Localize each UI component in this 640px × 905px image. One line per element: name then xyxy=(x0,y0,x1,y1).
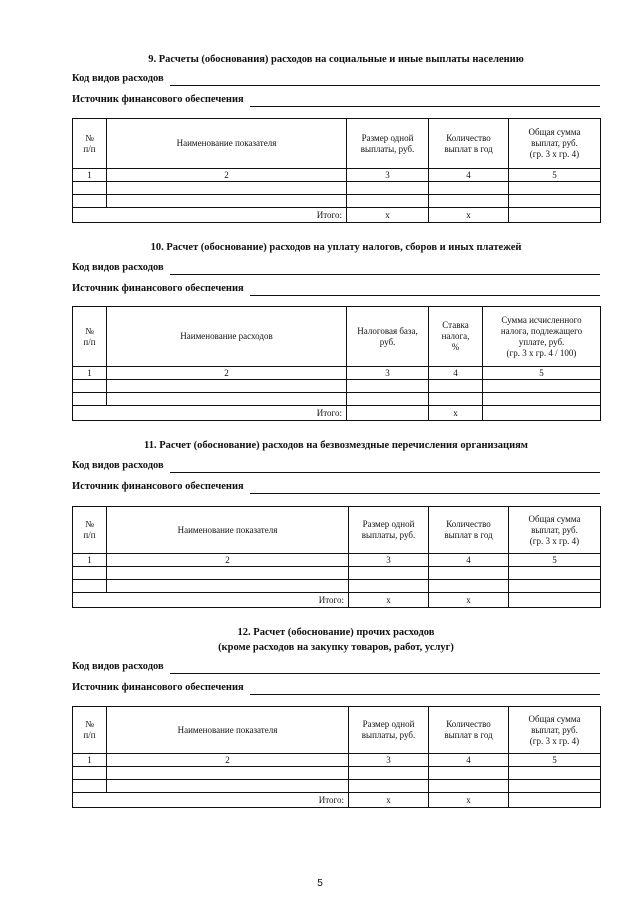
table-cell[interactable] xyxy=(347,182,429,195)
table-row xyxy=(73,767,601,780)
table-cell[interactable] xyxy=(73,393,107,406)
column-header xyxy=(483,307,601,367)
section-title-line: 10. Расчет (обоснование) расходов на уплату налогов, сборов и иных платежей xyxy=(150,242,522,253)
total-cell: х xyxy=(349,793,429,808)
column-header-line: № xyxy=(85,719,94,729)
total-cell: х xyxy=(429,406,483,421)
expense-code-line[interactable] xyxy=(170,662,600,674)
total-cell[interactable] xyxy=(509,793,601,808)
column-header xyxy=(429,119,509,169)
total-cell: х xyxy=(347,208,429,223)
table-cell[interactable] xyxy=(509,567,601,580)
expense-code-label: Код видов расходов xyxy=(72,661,164,672)
column-header-line: Размер одной xyxy=(362,719,415,729)
expense-code-line[interactable] xyxy=(170,74,600,86)
table-header-row xyxy=(73,707,601,754)
column-header xyxy=(509,507,601,554)
table-cell[interactable] xyxy=(349,567,429,580)
column-header xyxy=(509,119,601,169)
table-cell[interactable] xyxy=(509,182,601,195)
column-number: 5 xyxy=(509,169,601,182)
table-cell[interactable] xyxy=(429,182,509,195)
table-row xyxy=(73,580,601,593)
column-header-line: выплат, руб. xyxy=(531,138,578,148)
table-cell[interactable] xyxy=(73,767,107,780)
column-number: 1 xyxy=(73,367,107,380)
column-header-line: выплат в год xyxy=(444,143,493,154)
table-cell[interactable] xyxy=(429,393,483,406)
column-number: 3 xyxy=(347,367,429,380)
table-cell[interactable] xyxy=(429,780,509,793)
column-header-line: (гр. 3 х гр. 4) xyxy=(529,149,580,159)
column-header-line: Налоговая база, xyxy=(357,325,418,336)
column-number: 4 xyxy=(429,754,509,767)
column-header xyxy=(349,707,429,754)
column-header-line: Количество xyxy=(446,719,491,729)
table-cell[interactable] xyxy=(349,767,429,780)
expense-code-label: Код видов расходов xyxy=(72,460,164,471)
total-label: Итого: xyxy=(73,406,347,421)
column-header-line: Общая сумма xyxy=(528,127,581,137)
funding-source-field[interactable] xyxy=(72,480,600,494)
column-header-line: Ставка xyxy=(442,320,469,330)
table-cell[interactable] xyxy=(509,780,601,793)
column-header-line: выплат, руб. xyxy=(531,524,578,535)
column-number: 1 xyxy=(73,169,107,182)
table-cell[interactable] xyxy=(429,380,483,393)
section-title-other-expenses xyxy=(72,625,600,655)
column-header-line: Количество xyxy=(446,132,491,143)
section-title-line: (кроме расходов на закупку товаров, работ, услуг) xyxy=(218,642,454,653)
column-number: 5 xyxy=(483,367,601,380)
column-header-line: Размер одной xyxy=(362,519,415,529)
table-cell[interactable] xyxy=(73,195,107,208)
funding-source-line[interactable] xyxy=(250,95,600,107)
column-header-line: № xyxy=(85,325,94,336)
table-header-row xyxy=(73,507,601,554)
column-number: 5 xyxy=(509,554,601,567)
column-header-line: выплат, руб. xyxy=(531,724,578,735)
table-row xyxy=(73,780,601,793)
column-number-row xyxy=(73,754,601,767)
table-cell[interactable] xyxy=(73,780,107,793)
column-header-line: (гр. 3 х гр. 4) xyxy=(529,735,580,746)
column-header-line: выплат в год xyxy=(444,530,493,540)
total-cell: х xyxy=(429,793,509,808)
column-header-line: Общая сумма xyxy=(528,513,581,524)
expense-code-field[interactable] xyxy=(72,660,600,674)
expense-code-field[interactable] xyxy=(72,72,600,86)
column-header xyxy=(107,707,349,754)
funding-source-label: Источник финансового обеспечения xyxy=(72,682,244,693)
funding-source-label: Источник финансового обеспечения xyxy=(72,481,244,492)
table-cell[interactable] xyxy=(429,767,509,780)
table-cell[interactable] xyxy=(347,393,429,406)
table-cell[interactable] xyxy=(107,580,349,593)
table-header-row xyxy=(73,307,601,367)
column-header-line: налога, подлежащего xyxy=(500,325,583,336)
column-header-line: выплат в год xyxy=(444,730,493,740)
column-header xyxy=(107,119,347,169)
table-cell[interactable] xyxy=(509,767,601,780)
total-row xyxy=(73,406,601,421)
column-header-line: выплаты, руб. xyxy=(361,730,416,740)
table-cell[interactable] xyxy=(107,780,349,793)
expense-code-label: Код видов расходов xyxy=(72,262,164,273)
table-cell[interactable] xyxy=(107,393,347,406)
column-header xyxy=(73,307,107,367)
table-row xyxy=(73,182,601,195)
column-number: 3 xyxy=(347,169,429,182)
column-header-line: п/п xyxy=(83,730,96,740)
expense-code-field[interactable] xyxy=(72,459,600,473)
table-cell[interactable] xyxy=(107,767,349,780)
column-number: 4 xyxy=(429,367,483,380)
table-cell[interactable] xyxy=(73,182,107,195)
column-number: 4 xyxy=(429,169,509,182)
total-label: Итого: xyxy=(73,208,347,223)
column-number: 1 xyxy=(73,754,107,767)
column-header-line: уплате, руб. xyxy=(518,336,565,347)
column-header-line: п/п xyxy=(83,530,96,540)
table-cell[interactable] xyxy=(107,567,349,580)
total-cell[interactable] xyxy=(509,593,601,608)
funding-source-field[interactable] xyxy=(72,282,600,296)
table-cell[interactable] xyxy=(73,567,107,580)
column-header xyxy=(73,119,107,169)
column-header xyxy=(107,307,347,367)
column-number-row xyxy=(73,367,601,380)
table-cell[interactable] xyxy=(73,380,107,393)
column-header xyxy=(73,507,107,554)
expense-code-line[interactable] xyxy=(170,461,600,473)
column-header xyxy=(347,307,429,367)
page-number: 5 xyxy=(317,878,323,889)
column-header xyxy=(349,507,429,554)
column-header-line: (гр. 3 х гр. 4 / 100) xyxy=(506,347,577,358)
column-number: 3 xyxy=(349,754,429,767)
table-cell[interactable] xyxy=(429,580,509,593)
column-number: 3 xyxy=(349,554,429,567)
column-header-line: Количество xyxy=(446,519,491,529)
column-header xyxy=(73,707,107,754)
funding-source-line[interactable] xyxy=(250,284,600,296)
section-title-taxes xyxy=(72,240,600,255)
column-header-line: Размер одной xyxy=(361,132,414,143)
column-header-line: Наименование показателя xyxy=(177,524,278,535)
column-header xyxy=(429,707,509,754)
table-row xyxy=(73,195,601,208)
table-cell[interactable] xyxy=(509,195,601,208)
section-title-social-payments xyxy=(72,52,600,67)
funding-source-field[interactable] xyxy=(72,93,600,107)
column-header-line: налога, xyxy=(441,331,470,341)
table-cell[interactable] xyxy=(107,182,347,195)
total-row xyxy=(73,208,601,223)
column-header-line: Общая сумма xyxy=(528,713,581,724)
expense-code-line[interactable] xyxy=(170,263,600,275)
table-row xyxy=(73,567,601,580)
table-row xyxy=(73,393,601,406)
total-cell: х xyxy=(429,208,509,223)
funding-source-label: Источник финансового обеспечения xyxy=(72,283,244,294)
column-number: 2 xyxy=(107,554,349,567)
table-cell[interactable] xyxy=(107,195,347,208)
column-number: 2 xyxy=(107,169,347,182)
table-cell[interactable] xyxy=(73,580,107,593)
table-cell[interactable] xyxy=(429,567,509,580)
total-cell[interactable] xyxy=(483,406,601,421)
column-header xyxy=(429,307,483,367)
column-header xyxy=(347,119,429,169)
total-cell xyxy=(347,406,429,421)
total-cell: х xyxy=(429,593,509,608)
column-number: 4 xyxy=(429,554,509,567)
total-row xyxy=(73,593,601,608)
table-cell[interactable] xyxy=(509,580,601,593)
column-number: 2 xyxy=(107,754,349,767)
column-header xyxy=(107,507,349,554)
funding-source-line[interactable] xyxy=(250,482,600,494)
expense-code-field[interactable] xyxy=(72,261,600,275)
table-cell[interactable] xyxy=(107,380,347,393)
column-number: 2 xyxy=(107,367,347,380)
column-header-line: Наименование показателя xyxy=(176,138,277,148)
calculation-table-taxes xyxy=(72,306,601,421)
column-header-line: № xyxy=(85,519,94,529)
funding-source-line[interactable] xyxy=(250,683,600,695)
section-title-line: 12. Расчет (обоснование) прочих расходов xyxy=(237,627,435,638)
calculation-table-free-transfers xyxy=(72,506,601,608)
table-row xyxy=(73,380,601,393)
column-header-line: выплаты, руб. xyxy=(361,530,416,540)
table-cell[interactable] xyxy=(349,580,429,593)
column-number-row xyxy=(73,169,601,182)
column-header-line: № xyxy=(85,132,94,143)
table-cell[interactable] xyxy=(483,393,601,406)
table-cell[interactable] xyxy=(347,195,429,208)
calculation-table-social-payments xyxy=(72,118,601,223)
total-cell: х xyxy=(349,593,429,608)
calculation-table-other-expenses xyxy=(72,706,601,808)
section-title-free-transfers xyxy=(72,438,600,453)
column-number-row xyxy=(73,554,601,567)
table-cell[interactable] xyxy=(429,195,509,208)
total-label: Итого: xyxy=(73,593,349,608)
column-number: 1 xyxy=(73,554,107,567)
column-header-line: п/п xyxy=(83,336,96,347)
total-row xyxy=(73,793,601,808)
column-number: 5 xyxy=(509,754,601,767)
column-header-line: руб. xyxy=(379,336,396,347)
total-label: Итого: xyxy=(73,793,349,808)
column-header-line: выплаты, руб. xyxy=(360,143,415,154)
table-cell[interactable] xyxy=(347,380,429,393)
column-header xyxy=(509,707,601,754)
column-header-line: Сумма исчисленного xyxy=(501,314,582,325)
section-title-line: 11. Расчет (обоснование) расходов на безвозмездные перечисления организациям xyxy=(144,440,528,451)
column-header-line: Наименование показателя xyxy=(177,724,278,735)
table-cell[interactable] xyxy=(349,780,429,793)
section-title-line: 9. Расчеты (обоснования) расходов на социальные и иные выплаты населению xyxy=(148,54,524,65)
expense-code-label: Код видов расходов xyxy=(72,73,164,84)
column-header-line: (гр. 3 х гр. 4) xyxy=(529,535,580,546)
column-header-line: п/п xyxy=(83,143,96,154)
table-header-row xyxy=(73,119,601,169)
column-header xyxy=(429,507,509,554)
total-cell[interactable] xyxy=(509,208,601,223)
funding-source-label: Источник финансового обеспечения xyxy=(72,94,244,105)
funding-source-field[interactable] xyxy=(72,681,600,695)
table-cell[interactable] xyxy=(483,380,601,393)
column-header-line: Наименование расходов xyxy=(180,331,273,341)
column-header-line: % xyxy=(451,342,460,352)
